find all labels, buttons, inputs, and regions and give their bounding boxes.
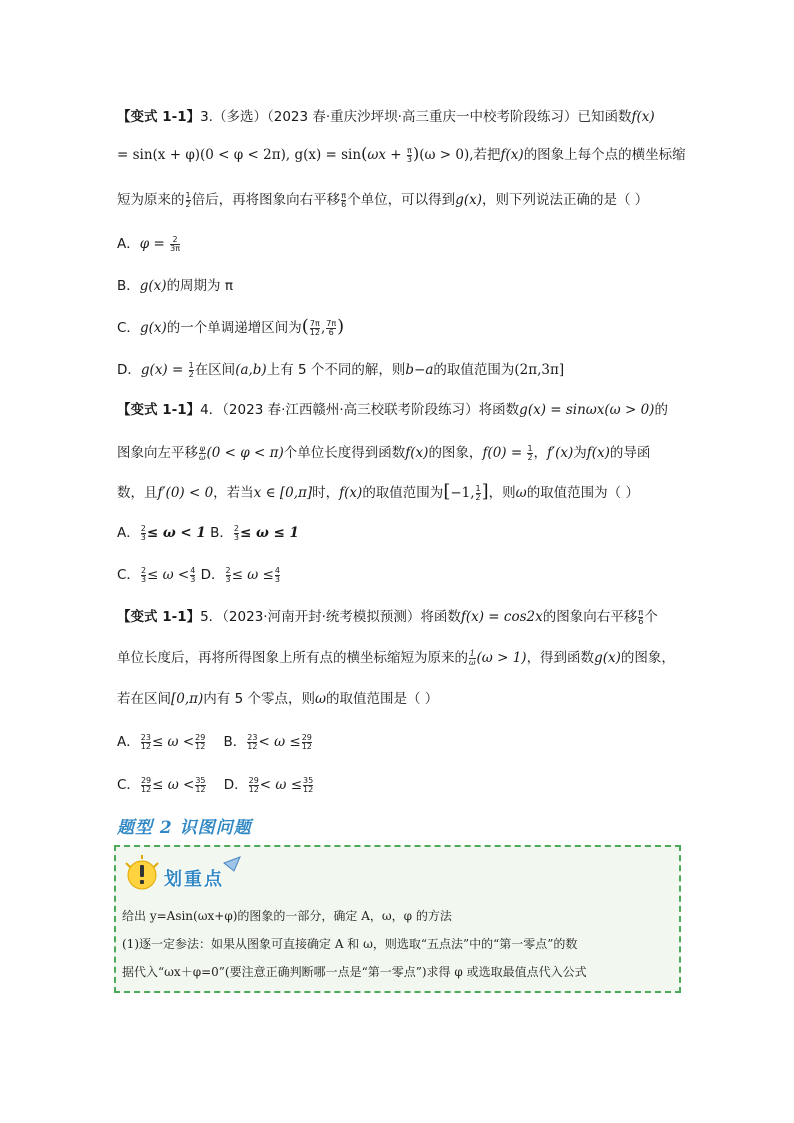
q5-option-a[interactable]: A． $\frac{23}{12}$ ≤ ω < $\frac{29}{12}$ xyxy=(117,732,206,751)
q5-option-d[interactable]: D． $\frac{29}{12}$ < ω ≤ $\frac{35}{12}$ xyxy=(223,775,314,794)
q4-line-2: 图象向左平移 $\frac{\varphi}{\omega}$ (0 < φ < π)个单位长度得到函数f(x)的图象，f(0) = $\frac{1}{2}$ ，f′(x)为f(x)的导函 xyxy=(117,443,651,462)
q3-line-3: 短为原来的 $\frac{1}{2}$ 倍后，再将图象向右平移 $\frac{\pi}{6}$ 个单位，可以得到g(x)，则下列说法正确的是（ ） xyxy=(117,190,649,209)
q3-line-1: 【变式 1-1】3.（多选）（2023 春·重庆沙坪坝·高三重庆一中校考阶段练习）已知函数f(x) xyxy=(117,109,655,125)
q5-line-3: 若在区间[0,π)内有 5 个零点，则ω的取值范围是（ ） xyxy=(117,691,439,707)
q3-option-c[interactable]: C．g(x)的一个单调递增区间为( $\frac{7\pi}{12}$ , $\frac{7\pi}{6}$ ) xyxy=(117,316,345,337)
q5-option-b[interactable]: B． $\frac{23}{12}$ < ω ≤ $\frac{29}{12}$ xyxy=(223,732,312,751)
q3-option-d[interactable]: D．g(x) = $\frac{1}{2}$ 在区间(a,b)上有 5 个不同的解，则b−a的取值范围为(2π,3π] xyxy=(117,360,565,379)
q4-option-a[interactable]: A． $\frac{2}{3}$ ≤ ω < 1 xyxy=(117,523,206,542)
q4-option-d[interactable]: D． $\frac{2}{3}$ ≤ ω ≤ $\frac{4}{3}$ xyxy=(200,565,280,584)
q3-line-2: = sin(x + φ)(0 < φ < 2π), g(x) = sin(ωx + $\frac{\pi}{3}$ )(ω > 0),若把f(x)的图象上每个点的横坐标缩 xyxy=(117,144,686,164)
q4-option-c[interactable]: C． $\frac{2}{3}$ ≤ ω < $\frac{4}{3}$ xyxy=(117,565,196,584)
q5-options-cd xyxy=(117,775,314,795)
section-title: 题型 2 识图问题 xyxy=(117,818,252,838)
q5-line-1: 【变式 1-1】5．（2023·河南开封·统考模拟预测）将函数f(x) = cos2x的图象向右平移 $\frac{\pi}{6}$ 个 xyxy=(117,607,658,626)
q4-options-cd xyxy=(117,565,281,585)
q5-line-2: 单位长度后，再将所得图象上所有点的横坐标缩短为原来的 $\frac{1}{\omega}$ (ω > 1)，得到函数g(x)的图象， xyxy=(117,648,675,667)
key-points-text-3: 据代入“ωx＋φ=0”(要注意正确判断哪一点是“第一零点”)求得 φ 或选取最值点代入公式 xyxy=(122,965,587,979)
q4-option-b[interactable]: B． $\frac{2}{3}$ ≤ ω ≤ 1 xyxy=(210,523,299,542)
q4-line-1: 【变式 1-1】4．（2023 春·江西赣州·高三校联考阶段练习）将函数g(x) = sinωx(ω > 0)的 xyxy=(117,402,668,418)
q3-option-b[interactable]: B．g(x)的周期为 π xyxy=(117,278,233,294)
q5-options-ab xyxy=(117,732,313,752)
key-points-text-1: 给出 y=Asin(ωx+φ)的图象的一部分，确定 A，ω，φ 的方法 xyxy=(122,909,452,923)
key-points-box xyxy=(114,845,681,993)
q3-option-a[interactable]: A．φ = $\frac{2}{3\pi}$ xyxy=(117,234,181,253)
variant-tag: 【变式 1-1】 xyxy=(117,609,201,625)
key-points-badge: 划重点 xyxy=(164,869,224,890)
variant-tag: 【变式 1-1】 xyxy=(117,402,201,418)
q4-line-3: 数，且f′(0) < 0，若当x ∈ [0,π]时，f(x)的取值范围为[−1, $\frac{1}{2}$ ]，则ω的取值范围为（ ） xyxy=(117,481,639,502)
key-points-header xyxy=(124,853,254,897)
key-points-text-2: (1)逐一定参法：如果从图象可直接确定 A 和 ω，则选取“五点法”中的“第一零点”的数 xyxy=(122,937,578,951)
q5-option-c[interactable]: C． $\frac{29}{12}$ ≤ ω < $\frac{35}{12}$ xyxy=(117,775,206,794)
variant-tag: 【变式 1-1】 xyxy=(117,109,201,125)
q4-options-ab xyxy=(117,523,299,543)
